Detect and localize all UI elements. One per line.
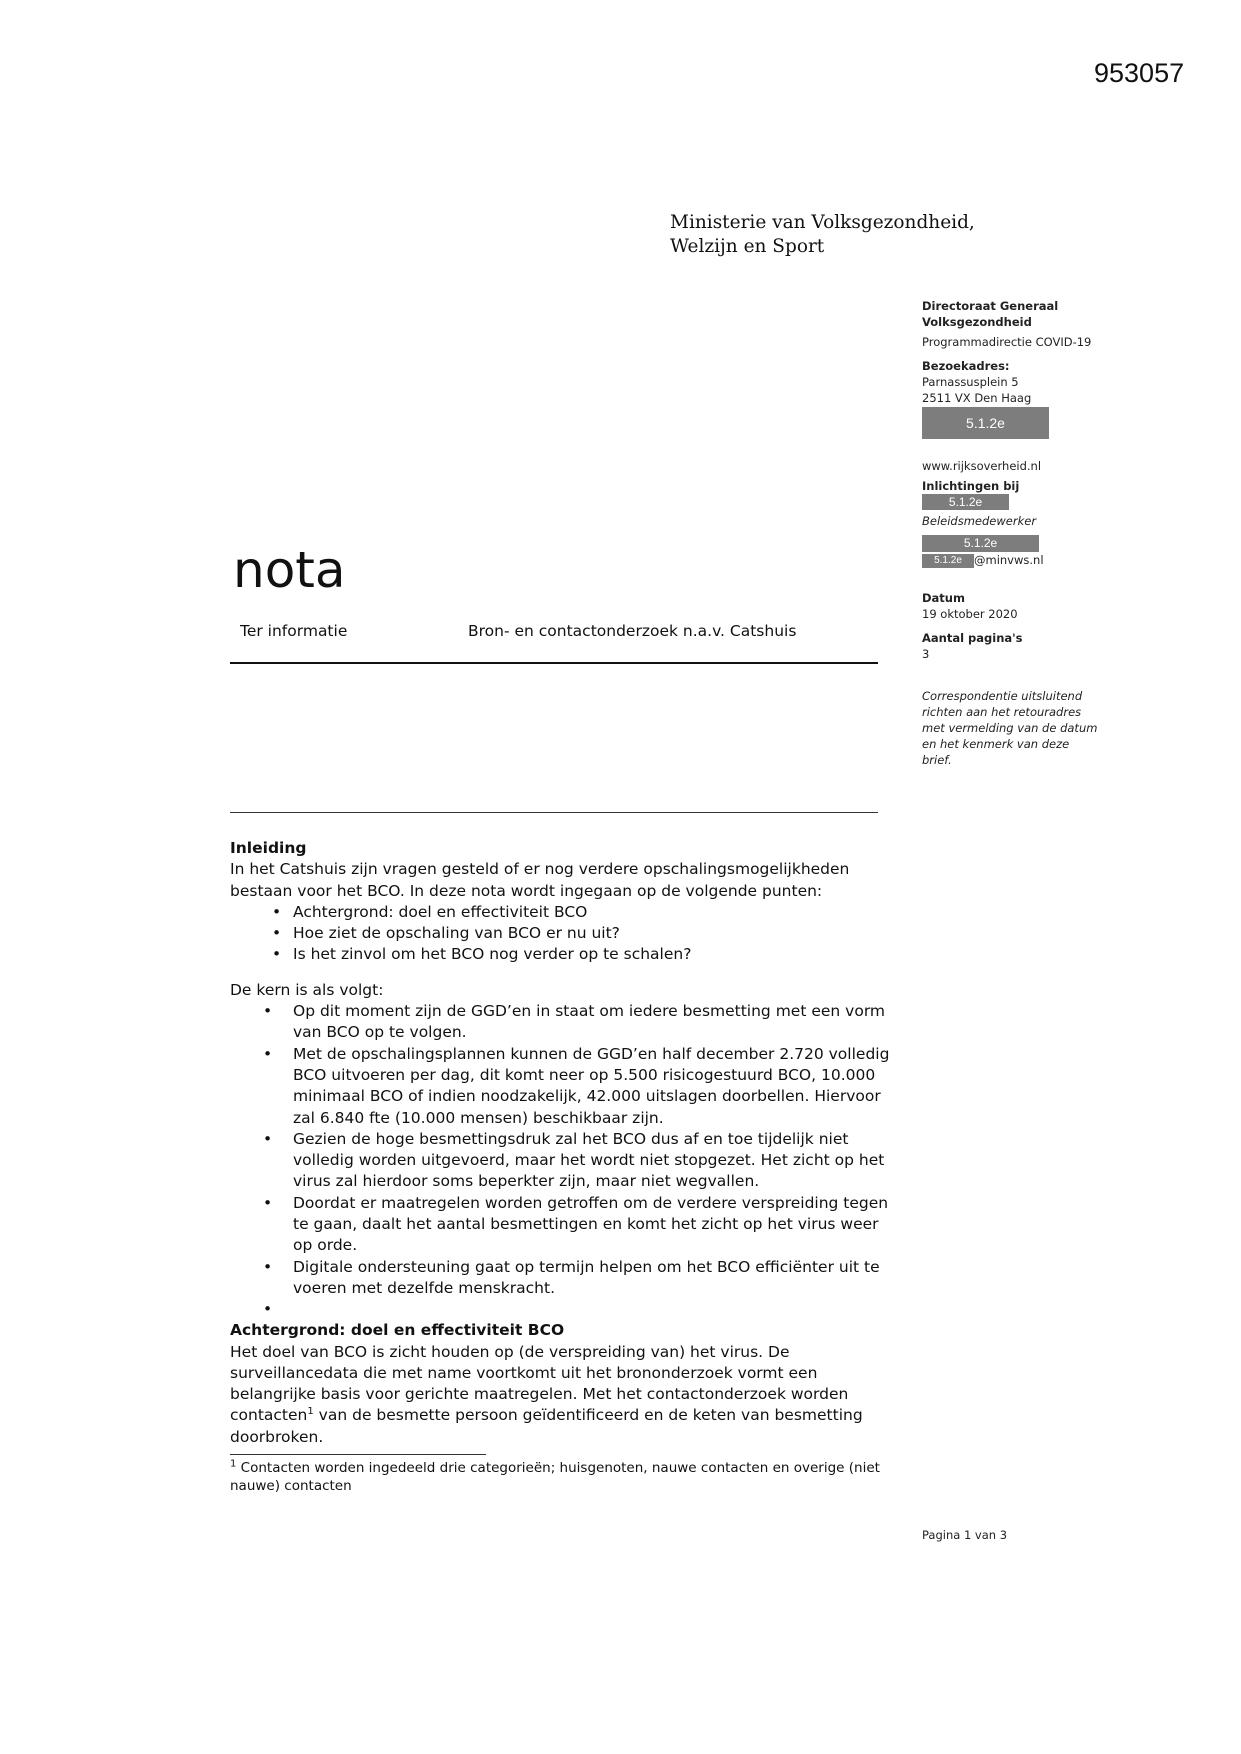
intro-line-2: bestaan voor het BCO. In deze nota wordt ingegaan op de volgende punten:: [230, 881, 823, 900]
body: [230, 838, 890, 1495]
background-text: [230, 1342, 890, 1448]
correspondence-line: Correspondentie uitsluitend: [922, 689, 1083, 703]
ministry-logo-text: [670, 211, 975, 259]
list-item: • Doordat er maatregelen worden getroffen om de verdere verspreiding tegen te gaan, daalt het aantal besmettingen en komt het zicht op het virus weer op orde.: [230, 1193, 890, 1257]
list-item: • Is het zinvol om het BCO nog verder op te schalen?: [230, 944, 890, 965]
role: Beleidsmedewerker: [922, 514, 1037, 528]
list-item: • Gezien de hoge besmettingsdruk zal het BCO dus af en toe tijdelijk niet volledig worden uitgevoerd, maar het wordt niet stopgezet. Het zicht op het virus zal hierdoor soms beperkter zijn, maar niet wegvallen.: [230, 1129, 890, 1193]
redaction-email: 5.1.2e: [922, 554, 974, 568]
document-type: Ter informatie: [240, 622, 348, 640]
date-label: Datum: [922, 591, 965, 605]
background-text-part: van de besmette persoon geïdentificeerd en de keten van besmetting doorbroken.: [230, 1406, 863, 1446]
pages-value: 3: [922, 647, 930, 661]
website: www.rijksoverheid.nl: [922, 459, 1042, 473]
list-item: • Op dit moment zijn de GGD’en in staat om iedere besmetting met een vorm van BCO op te volgen.: [230, 1001, 890, 1044]
email-domain: @minvws.nl: [974, 553, 1044, 567]
list-item: • Digitale ondersteuning gaat op termijn helpen om het BCO efficiënter uit te voeren met dezelfde menskracht.: [230, 1257, 890, 1300]
intro-heading: Inleiding: [230, 839, 307, 857]
correspondence-line: richten aan het retouradres: [922, 705, 1082, 719]
footnote-ref: 1: [307, 1406, 314, 1418]
list-item: • Achtergrond: doel en effectiviteit BCO: [230, 902, 890, 923]
visit-street: Parnassusplein 5: [922, 375, 1019, 389]
intro-list: [230, 902, 890, 966]
footnote-text: Contacten worden ingedeeld drie categorieën; huisgenoten, nauwe contacten en overige (niet nauwe) contacten: [230, 1460, 880, 1495]
divider-rule: [230, 812, 878, 813]
footnote: [230, 1459, 890, 1495]
footnote-rule: [230, 1454, 486, 1455]
dg-line-2: Volksgezondheid: [922, 315, 1032, 329]
correspondence-line: en het kenmerk van deze: [922, 737, 1070, 751]
visit-label: Bezoekadres:: [922, 359, 1010, 373]
correspondence-line: brief.: [922, 753, 952, 767]
page-footer: Pagina 1 van 3: [922, 1528, 1008, 1542]
date-value: 19 oktober 2020: [922, 607, 1018, 621]
redaction-name: 5.1.2e: [922, 494, 1009, 510]
background-text-part: Het doel van BCO is zicht houden op (de verspreiding van) het virus. De surveillancedata die met name voortkomt uit het brononderzoek vormt een belangrijke basis voor gerichte maatregelen. Met het contactonderzoek worden contacten: [230, 1342, 849, 1425]
visit-city: 2511 VX Den Haag: [922, 391, 1032, 405]
ministry-line-1: Ministerie van Volksgezondheid,: [670, 212, 975, 233]
pages-label: Aantal pagina's: [922, 631, 1023, 645]
document-number: 953057: [1094, 58, 1185, 88]
core-list: [230, 1001, 890, 1320]
ministry-line-2: Welzijn en Sport: [670, 236, 825, 257]
dg-line-1: Directoraat Generaal: [922, 299, 1059, 313]
intro-line-1: In het Catshuis zijn vragen gesteld of er nog verdere opschalingsmogelijkheden: [230, 860, 850, 879]
document-subject: Bron- en contactonderzoek n.a.v. Catshuis: [468, 622, 797, 640]
list-item-empty: [230, 1299, 890, 1320]
redaction-phone: 5.1.2e: [922, 535, 1039, 552]
correspondence-line: met vermelding van de datum: [922, 721, 1098, 735]
footnote-marker: 1: [230, 1458, 237, 1470]
header-rule: [230, 662, 878, 664]
info-label: Inlichtingen bij: [922, 479, 1020, 493]
list-item: • Hoe ziet de opschaling van BCO er nu uit?: [230, 923, 890, 944]
list-item: • Met de opschalingsplannen kunnen de GGD’en half december 2.720 volledig BCO uitvoeren per dag, dit komt neer op 5.500 risicogestuurd BCO, 10.000 minimaal BCO of indien noodzakelijk, 42.000 uitslagen doorbellen. Hiervoor zal 6.840 fte (10.000 mensen) beschikbaar zijn.: [230, 1044, 890, 1129]
document-kind: nota: [233, 541, 346, 599]
email-line: [922, 552, 1122, 568]
redaction-block: 5.1.2e: [922, 407, 1049, 439]
core-lead: De kern is als volgt:: [230, 980, 384, 999]
programme: Programmadirectie COVID-19: [922, 335, 1092, 349]
correspondence-note: [922, 688, 1122, 768]
sidebar: [922, 298, 1122, 768]
background-heading: Achtergrond: doel en effectiviteit BCO: [230, 1321, 565, 1340]
intro-text: [230, 859, 890, 902]
